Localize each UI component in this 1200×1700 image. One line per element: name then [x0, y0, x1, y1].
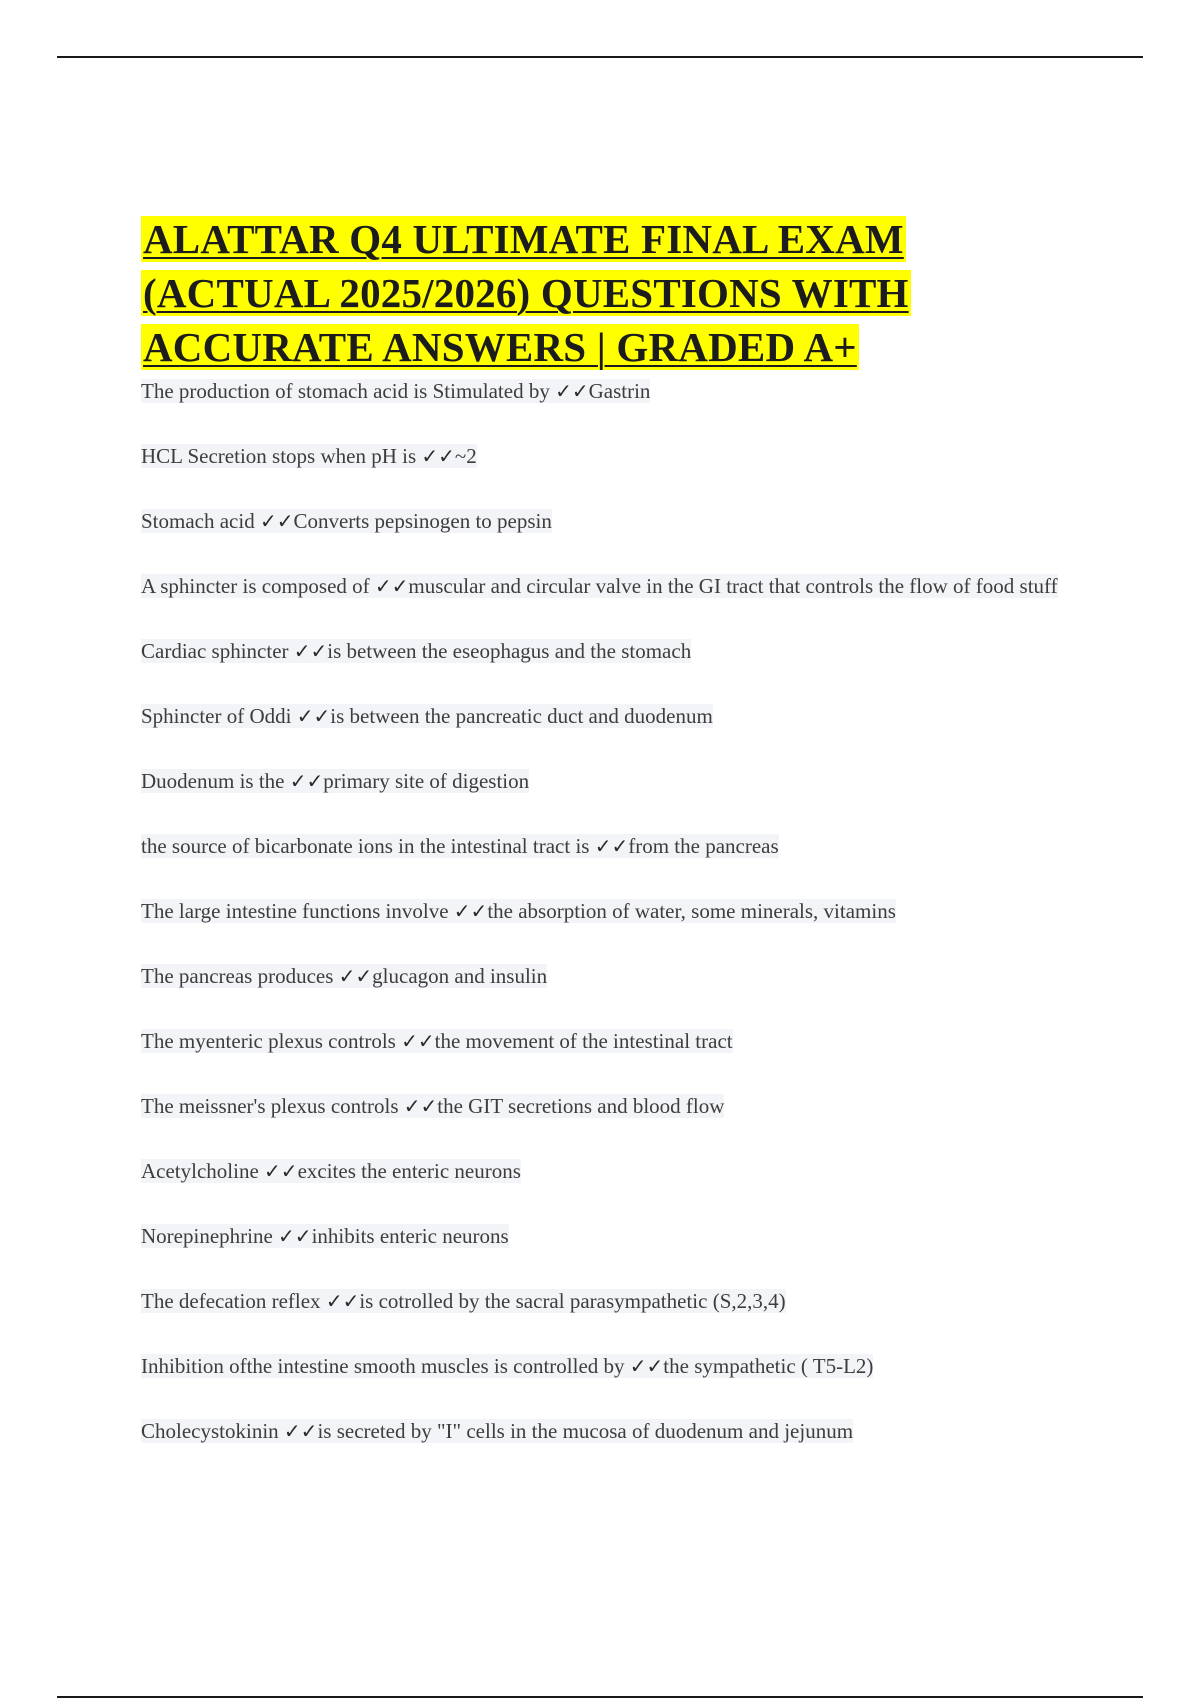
answer-text: the movement of the intestinal tract: [434, 1029, 733, 1053]
double-check-icon: ✓✓: [289, 769, 324, 793]
double-check-icon: ✓✓: [325, 1289, 360, 1313]
question-text: Stomach acid: [141, 509, 260, 533]
document-title-text: ALATTAR Q4 ULTIMATE FINAL EXAM (ACTUAL 2025/2026) QUESTIONS WITH ACCURATE ANSWERS | GRADED A+: [143, 216, 909, 370]
question-text: The pancreas produces: [141, 964, 339, 988]
question-text: The meissner's plexus controls: [141, 1094, 404, 1118]
question-text: the source of bicarbonate ions in the intestinal tract is: [141, 834, 595, 858]
answer-text: from the pancreas: [628, 834, 779, 858]
question-text: The production of stomach acid is Stimulated by: [141, 379, 556, 403]
question-text: Inhibition ofthe intestine smooth muscles is controlled by: [141, 1354, 630, 1378]
qa-item-text: [141, 1224, 509, 1248]
answer-text: Converts pepsinogen to pepsin: [293, 509, 552, 533]
document-body: [141, 212, 1071, 1481]
double-check-icon: ✓✓: [453, 899, 488, 923]
qa-item: [141, 1156, 1071, 1186]
answer-text: is secreted by "I" cells in the mucosa of duodenum and jejunum: [317, 1419, 854, 1443]
qa-item: [141, 1416, 1071, 1446]
answer-text: primary site of digestion: [323, 769, 530, 793]
qa-item: [141, 1091, 1071, 1121]
qa-item-text: [141, 964, 547, 988]
double-check-icon: ✓✓: [278, 1224, 312, 1248]
qa-item: [141, 896, 1071, 926]
question-text: HCL Secretion stops when pH is: [141, 444, 422, 468]
question-text: The large intestine functions involve: [141, 899, 454, 923]
answer-text: is between the eseophagus and the stomach: [327, 639, 692, 663]
qa-item-text: [141, 1354, 873, 1378]
qa-item-text: [141, 574, 1058, 598]
double-check-icon: ✓✓: [629, 1354, 664, 1378]
qa-item-text: [141, 704, 713, 728]
qa-item: [141, 441, 1071, 471]
double-check-icon: ✓✓: [401, 1029, 435, 1053]
question-text: The defecation reflex: [141, 1289, 326, 1313]
question-text: Acetylcholine: [141, 1159, 265, 1183]
qa-item-text: [141, 1419, 853, 1443]
answer-text: the GIT secretions and blood flow: [437, 1094, 725, 1118]
qa-item-text: [141, 834, 779, 858]
double-check-icon: ✓✓: [264, 1159, 298, 1183]
qa-item-text: [141, 769, 529, 793]
answer-text: the sympathetic ( T5-L2): [663, 1354, 874, 1378]
qa-item-text: [141, 509, 552, 533]
question-text: Cholecystokinin: [141, 1419, 284, 1443]
question-text: The myenteric plexus controls: [141, 1029, 402, 1053]
footer-rule: [57, 1696, 1143, 1698]
qa-item: [141, 1351, 1071, 1381]
answer-text: muscular and circular valve in the GI tract that controls the flow of food stuff: [408, 574, 1058, 598]
qa-item: [141, 376, 1071, 406]
question-text: Duodenum is the: [141, 769, 290, 793]
qa-item: [141, 961, 1071, 991]
answer-text: ~2: [454, 444, 477, 468]
answer-text: excites the enteric neurons: [297, 1159, 521, 1183]
question-text: A sphincter is composed of: [141, 574, 375, 598]
double-check-icon: ✓✓: [403, 1094, 438, 1118]
answer-text: glucagon and insulin: [372, 964, 548, 988]
double-check-icon: ✓✓: [259, 509, 294, 533]
double-check-icon: ✓✓: [374, 574, 409, 598]
qa-item: [141, 636, 1071, 666]
question-text: Norepinephrine: [141, 1224, 279, 1248]
qa-item-text: [141, 899, 896, 923]
answer-text: Gastrin: [588, 379, 651, 403]
answer-text: is between the pancreatic duct and duodenum: [330, 704, 713, 728]
question-text: Cardiac sphincter: [141, 639, 294, 663]
qa-item: [141, 766, 1071, 796]
qa-item: [141, 701, 1071, 731]
answer-text: the absorption of water, some minerals, vitamins: [487, 899, 896, 923]
question-text: Sphincter of Oddi: [141, 704, 297, 728]
qa-item-text: [141, 1159, 521, 1183]
double-check-icon: ✓✓: [421, 444, 455, 468]
qa-item-text: [141, 444, 477, 468]
document-title: [141, 212, 1071, 374]
header-rule: [57, 56, 1143, 58]
double-check-icon: ✓✓: [293, 639, 328, 663]
qa-item: [141, 1286, 1071, 1316]
qa-item-text: [141, 1094, 724, 1118]
answer-text: is cotrolled by the sacral parasympathetic (S,2,3,4): [359, 1289, 786, 1313]
qa-item-text: [141, 639, 691, 663]
qa-item-text: [141, 1029, 733, 1053]
qa-item: [141, 506, 1071, 536]
double-check-icon: ✓✓: [296, 704, 331, 728]
answer-text: inhibits enteric neurons: [311, 1224, 509, 1248]
double-check-icon: ✓✓: [283, 1419, 318, 1443]
double-check-icon: ✓✓: [555, 379, 589, 403]
qa-item-text: [141, 1289, 786, 1313]
qa-item: [141, 831, 1071, 861]
qa-item: [141, 1221, 1071, 1251]
double-check-icon: ✓✓: [594, 834, 629, 858]
qa-list: [141, 376, 1071, 1446]
qa-item: [141, 1026, 1071, 1056]
qa-item: [141, 571, 1071, 601]
double-check-icon: ✓✓: [338, 964, 373, 988]
qa-item-text: [141, 379, 650, 403]
